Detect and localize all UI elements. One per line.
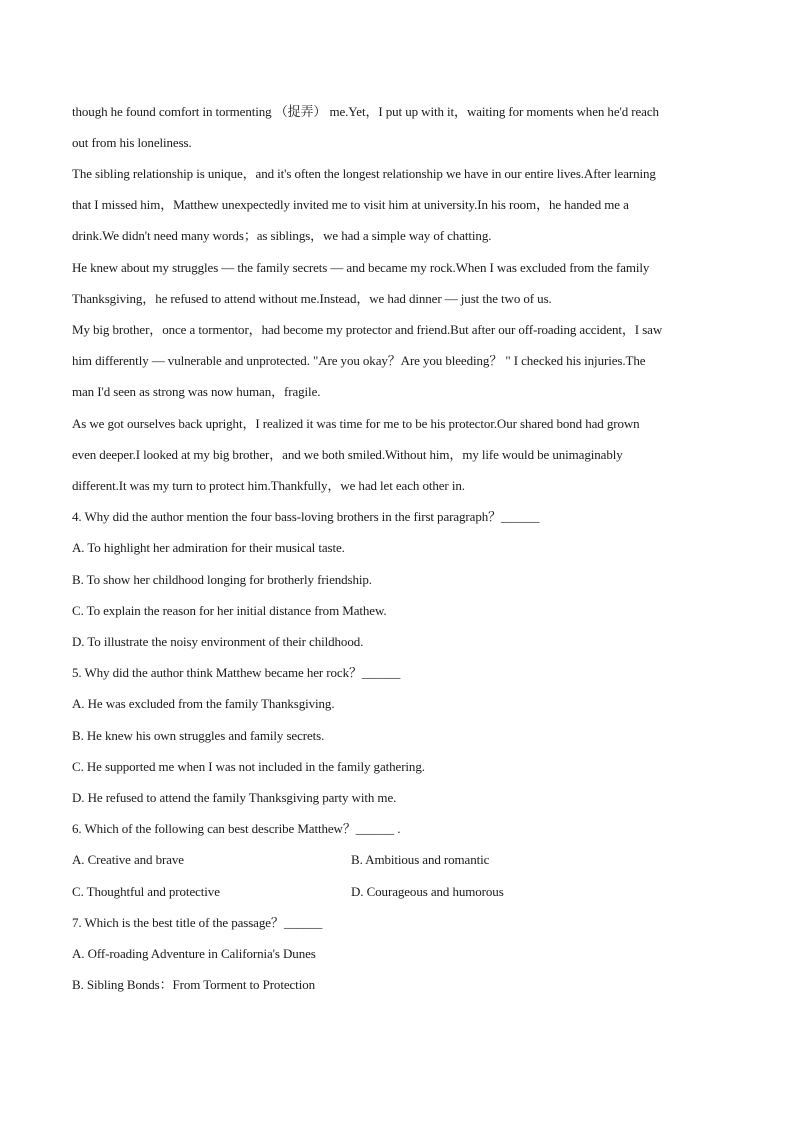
question-7-stem: 7. Which is the best title of the passage？______ <box>72 915 323 930</box>
passage-line: different.It was my turn to protect him.Thankfully，we had let each other in. <box>72 478 465 493</box>
passage-line: As we got ourselves back upright，I realized it was time for me to be his protector.Our shared bond had grown <box>72 416 640 431</box>
question-6-option-c: C. Thoughtful and protective <box>72 884 220 899</box>
passage-line: that I missed him，Matthew unexpectedly invited me to visit him at university.In his room，he handed me a <box>72 197 629 212</box>
question-5-option-a: A. He was excluded from the family Thanksgiving. <box>72 696 335 711</box>
passage-line: though he found comfort in tormenting （捉弄） me.Yet，I put up with it，waiting for moments when he'd reach <box>72 104 659 119</box>
passage-line: man I'd seen as strong was now human，fragile. <box>72 384 321 399</box>
question-6-option-b: B. Ambitious and romantic <box>351 852 490 867</box>
question-7-option-b: B. Sibling Bonds：From Torment to Protection <box>72 977 316 992</box>
passage-line: him differently — vulnerable and unprotected. "Are you okay？Are you bleeding？ " I checked his injuries.The <box>72 353 646 368</box>
question-4-option-c: C. To explain the reason for her initial distance from Mathew. <box>72 603 387 618</box>
passage-line: even deeper.I looked at my big brother，and we both smiled.Without him，my life would be unimaginably <box>72 447 623 462</box>
question-5-option-b: B. He knew his own struggles and family secrets. <box>72 728 325 743</box>
passage-line: drink.We didn't need many words；as siblings，we had a simple way of chatting. <box>72 228 492 243</box>
passage-line: He knew about my struggles — the family secrets — and became my rock.When I was excluded from the family <box>72 260 650 275</box>
question-6-stem: 6. Which of the following can best describe Matthew？______ . <box>72 821 401 836</box>
passage-line: The sibling relationship is unique，and it's often the longest relationship we have in our entire lives.After learning <box>72 166 656 181</box>
question-4-option-b: B. To show her childhood longing for brotherly friendship. <box>72 572 372 587</box>
question-4-stem: 4. Why did the author mention the four bass-loving brothers in the first paragraph？______ <box>72 509 540 524</box>
question-5-option-d: D. He refused to attend the family Thanksgiving party with me. <box>72 790 397 805</box>
passage-line: Thanksgiving，he refused to attend without me.Instead，we had dinner — just the two of us. <box>72 291 552 306</box>
question-4-option-a: A. To highlight her admiration for their musical taste. <box>72 540 345 555</box>
question-5-option-c: C. He supported me when I was not included in the family gathering. <box>72 759 425 774</box>
question-6-option-d: D. Courageous and humorous <box>351 884 504 899</box>
passage-line: out from his loneliness. <box>72 135 192 150</box>
question-4-option-d: D. To illustrate the noisy environment of their childhood. <box>72 634 364 649</box>
question-7-option-a: A. Off-roading Adventure in California's Dunes <box>72 946 316 961</box>
question-5-stem: 5. Why did the author think Matthew became her rock？______ <box>72 665 401 680</box>
question-6-option-a: A. Creative and brave <box>72 852 184 867</box>
passage-line: My big brother，once a tormentor，had become my protector and friend.But after our off-roading accident，I saw <box>72 322 663 337</box>
